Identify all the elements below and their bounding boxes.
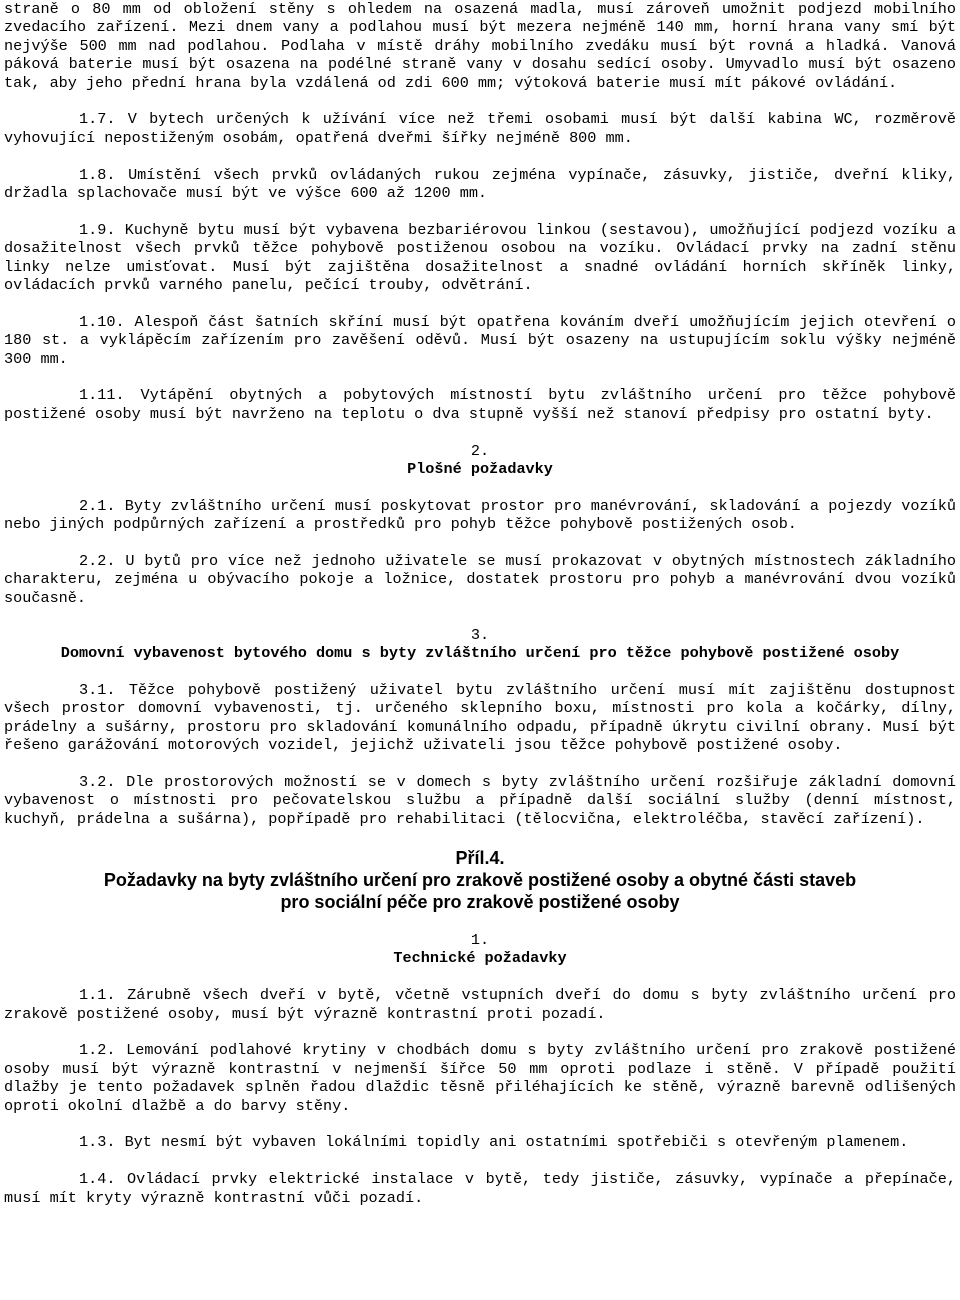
spacer [4, 1115, 956, 1133]
paragraph-annex-1-3: 1.3. Byt nesmí být vybaven lokálními topidly ani ostatními spotřebiči s otevřeným plamenem. [79, 1133, 909, 1152]
paragraph-2-1: 2.1. Byty zvláštního určení musí poskytovat prostor pro manévrování, skladování a pojezdy vozíků nebo jiných podpůrných zařízení a prostředků pro pohyb těžce pohybově postižených osob. [4, 496, 956, 534]
annex-section-1-number: 1. [470, 930, 490, 949]
paragraph-2-2: 2.2. U bytů pro více než jednoho uživatele se musí prokazovat v obytných místnostech základního charakteru, zejména u obývacího pokoje a ložnice, dostatek prostoru pro pohyb a manévrování dvou vozíků současně. [4, 552, 956, 607]
paragraph-1-11: 1.11. Vytápění obytných a pobytových místností bytu zvláštního určení pro těžce pohybově postižené osoby musí být navrženo na teplotu o dva stupně vyšší než stanoví předpisy pro ostatní byty. [4, 386, 956, 423]
spacer [4, 534, 956, 552]
paragraph-3-2: 3.2. Dle prostorových možností se v domech s byty zvláštního určení rozšiřuje základní domovní vybavenost o místnosti pro pečovatelskou službu a případně další sociální služby (denní místnost, kuchyň, prádelna a sušárna), popřípadě pro rehabilitaci (tělocvična, elektroléčba, stavěcí zařízení). [4, 772, 956, 828]
paragraph-annex-1-1: 1.1. Zárubně všech dveří v bytě, včetně vstupních dveří do domu s byty zvláštního určení pro zrakově postižené osoby, musí být výrazně kontrastní proti pozadí. [4, 986, 956, 1023]
paragraph-1-7: 1.7. V bytech určených k užívání více než třemi osobami musí být další kabina WC, rozměrově vyhovující nepostiženým osobám, opatřená dveřmi šířky nejméně 800 mm. [4, 110, 956, 147]
spacer [4, 478, 956, 496]
spacer [4, 662, 956, 680]
annex-label: Příl.4. [455, 847, 505, 868]
spacer [4, 828, 956, 846]
paragraph-3-1: 3.1. Těžce pohybově postižený uživatel bytu zvláštního určení musí mít zajištěnu dostupnost všech prostor domovní vybavenosti, tj. určeného sklepního boxu, místnosti pro kola a kočárky, dílny, prádelny a sušárny, prostoru pro skladování komunálního odpadu, případně úkrytu civilní obrany. Musí být řešeno garážování motorových vozidel, jejichž uživateli jsou těžce pohybově postižené osoby. [4, 680, 956, 755]
section-3-number: 3. [470, 625, 490, 644]
spacer [4, 368, 956, 386]
spacer [4, 202, 956, 220]
spacer [4, 1023, 956, 1041]
spacer [4, 294, 956, 312]
spacer [4, 913, 956, 931]
paragraph-1-10: 1.10. Alespoň část šatních skříní musí být opatřena kováním dveří umožňujícím jejich otevření o 180 st. a vyklápěcím zařízením pro zavěšení oděvů. Musí být osazeny na ustupujícím soklu výšky nejméně 300 mm. [4, 312, 956, 368]
paragraph-annex-1-4: 1.4. Ovládací prvky elektrické instalace v bytě, tedy jističe, zásuvky, vypínače a přepínače, musí mít kryty výrazně kontrastní vůči pozadí. [4, 1170, 956, 1207]
annex-title-line-1: Požadavky na byty zvláštního určení pro zrakově postižené osoby a obytné části staveb [103, 869, 857, 890]
paragraph-intro: straně o 80 mm od obložení stěny s ohledem na osazená madla, musí zároveň umožnit podjezd mobilního zvedacího zařízení. Mezi dnem vany a podlahou musí být mezera nejméně 140 mm, horní hrana vany smí být nejvýše 500 mm nad podlahou. Podlaha v místě dráhy mobilního zvedáku musí být rovná a hladká. Vanová páková baterie musí být osazena na podélné straně vany v dosahu sedící osoby. Umyvadlo musí být osazeno tak, aby jeho přední hrana byla vzdálená od zdi 600 mm; výtoková baterie musí mít pákové ovládání. [4, 0, 956, 92]
spacer [4, 92, 956, 110]
spacer [4, 607, 956, 625]
section-2-number: 2. [470, 441, 490, 460]
paragraph-annex-1-2: 1.2. Lemování podlahové krytiny v chodbách domu s byty zvláštního určení pro zrakově postižené osoby musí být výrazně kontrastní v nejmenší šířce 50 mm oproti podlaze i stěně. V případě použití dlažby je tento požadavek splněn řadou dlaždic těsně přiléhajících ke stěně, výrazně barevně odlišených oproti okolní dlažbě a do barvy stěny. [4, 1041, 956, 1115]
spacer [4, 423, 956, 441]
section-2-title: Plošné požadavky [407, 460, 553, 479]
annex-section-1-title: Technické požadavky [393, 949, 567, 968]
spacer [4, 1152, 956, 1170]
spacer [4, 755, 956, 773]
annex-title-line-2: pro sociální péče pro zrakově postižené osoby [280, 891, 680, 912]
paragraph-1-8: 1.8. Umístění všech prvků ovládaných rukou zejména vypínače, zásuvky, jističe, dveřní kliky, držadla splachovače musí být ve výšce 600 až 1200 mm. [4, 165, 956, 203]
spacer [4, 147, 956, 165]
paragraph-1-9: 1.9. Kuchyně bytu musí být vybavena bezbariérovou linkou (sestavou), umožňující podjezd vozíku a dosažitelnost všech prvků těžce pohybově postiženou osobou na vozíku. Ovládací prvky na zadní stěnu linky nelze umisťovat. Musí být zajištěna dosažitelnost a snadné ovládání horních skříněk linky, ovládacích prvků varného panelu, pečící trouby, odvětrání. [4, 220, 956, 295]
section-3-title: Domovní vybavenost bytového domu s byty zvláštního určení pro těžce pohybově postižené osoby [60, 644, 900, 663]
spacer [4, 968, 956, 986]
